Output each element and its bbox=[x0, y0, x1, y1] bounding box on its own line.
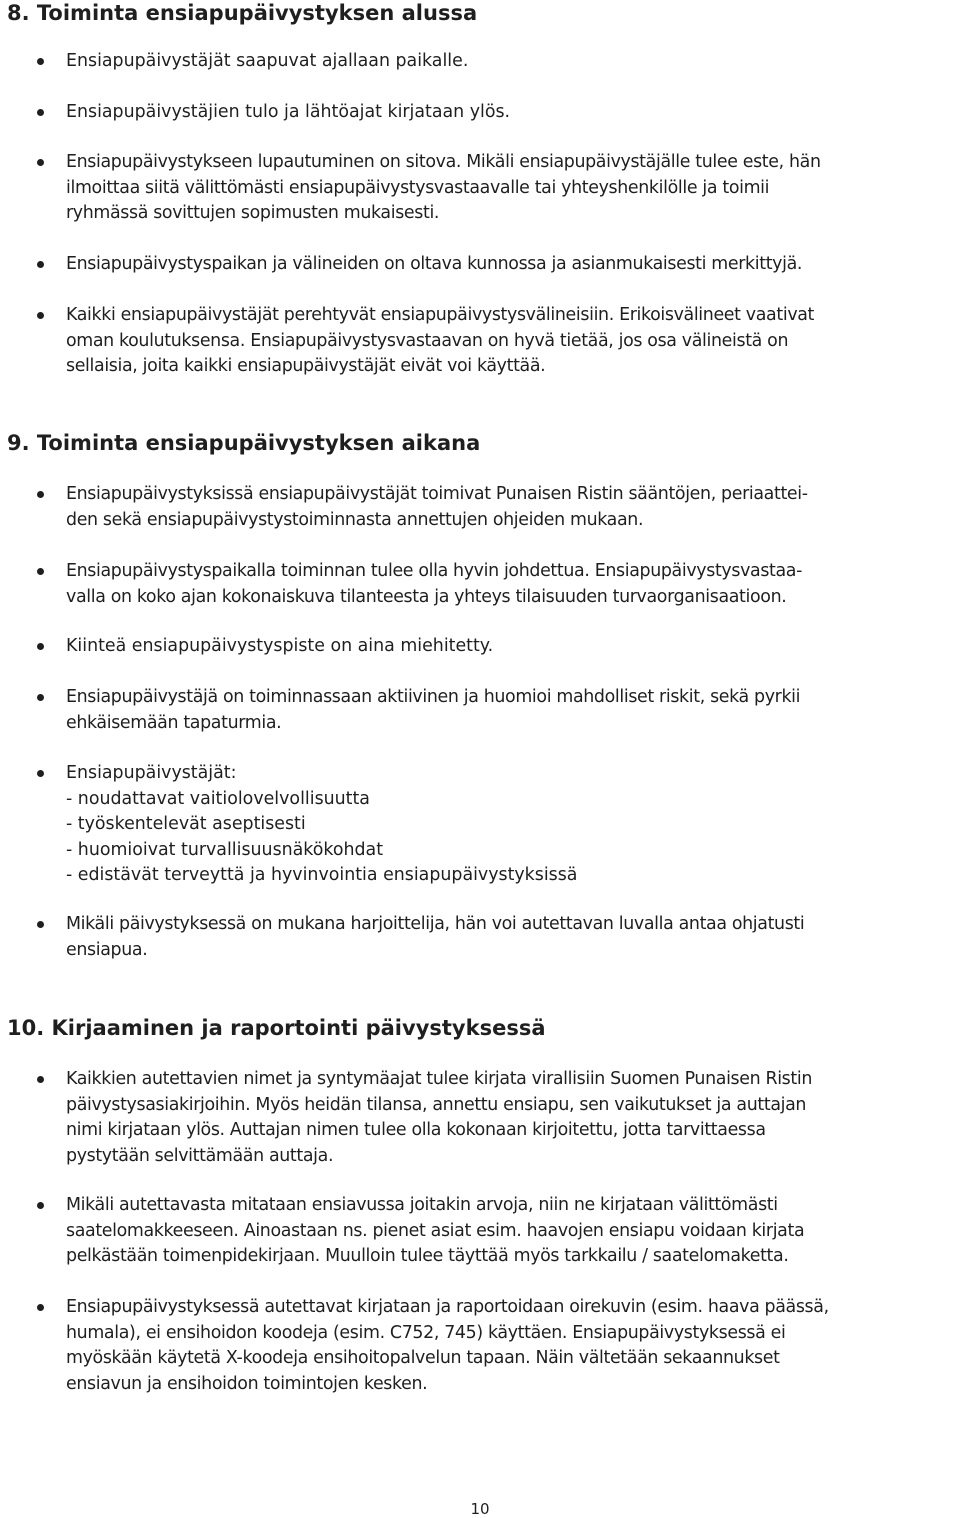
text-line: ehkäisemään tapaturmia. bbox=[66, 712, 282, 733]
text-line: saatelomakkeeseen. Ainoastaan ns. pienet asiat esim. haavojen ensiapu voidaan kirjata bbox=[66, 1220, 805, 1241]
text-line: valla on koko ajan kokonaiskuva tilanteesta ja yhteys tilaisuuden turvaorganisaatioon. bbox=[66, 586, 787, 607]
bullet-icon bbox=[37, 770, 44, 777]
text-line: Ensiapupäivystäjät: bbox=[66, 763, 237, 783]
text-line: - edistävät terveyttä ja hyvinvointia ensiapupäivystyksissä bbox=[66, 865, 578, 886]
text-line: Ensiapupäivystyksessä autettavat kirjataan ja raportoidaan oirekuvin (esim. haava päässä, bbox=[66, 1297, 829, 1317]
list-item bbox=[66, 303, 954, 380]
page-number: 10 bbox=[470, 1500, 490, 1518]
text-line: nimi kirjataan ylös. Auttajan nimen tulee olla kokonaan kirjoitettu, jotta tarvittaessa bbox=[66, 1120, 766, 1141]
bullet-icon bbox=[37, 643, 44, 650]
text-line: ensiapua. bbox=[66, 939, 148, 960]
text-line: Mikäli päivystyksessä on mukana harjoittelija, hän voi autettavan luvalla antaa ohjatusti bbox=[66, 914, 805, 934]
text-line: - huomioivat turvallisuusnäkökohdat bbox=[66, 839, 384, 860]
text-line: den sekä ensiapupäivystystoiminnasta annettujen ohjeiden mukaan. bbox=[66, 509, 644, 530]
bullet-icon bbox=[37, 1076, 44, 1083]
text-line: Ensiapupäivystäjä on toiminnassaan aktiivinen ja huomioi mahdolliset riskit, sekä pyrkii bbox=[66, 687, 801, 707]
text-line: ensiavun ja ensihoidon toimintojen kesken. bbox=[66, 1373, 428, 1394]
text-line: - työskentelevät aseptisesti bbox=[66, 814, 306, 835]
text-line: sellaisia, joita kaikki ensiapupäivystäjät eivät voi käyttää. bbox=[66, 356, 546, 377]
text-line: oman koulutuksensa. Ensiapupäivystysvastaavan on hyvä tietää, jos osa välineistä on bbox=[66, 330, 789, 351]
list-item bbox=[66, 1295, 954, 1397]
list-item bbox=[66, 761, 954, 889]
text-line: Ensiapupäivystyspaikan ja välineiden on oltava kunnossa ja asianmukaisesti merkittyjä. bbox=[66, 254, 803, 274]
list-item bbox=[66, 912, 954, 963]
bullet-icon bbox=[37, 694, 44, 701]
text-line: pystytään selvittämään auttaja. bbox=[66, 1145, 334, 1166]
list-item bbox=[66, 150, 954, 227]
bullet-icon bbox=[37, 261, 44, 268]
list-item bbox=[66, 252, 954, 278]
list-item bbox=[66, 685, 954, 736]
bullet-icon bbox=[37, 159, 44, 166]
text-line: myöskään käytetä X-koodeja ensihoitopalvelun tapaan. Näin vältetään sekaannukset bbox=[66, 1348, 780, 1369]
list-item bbox=[66, 634, 954, 660]
list-item bbox=[66, 1067, 954, 1169]
text-line: humala), ei ensihoidon koodeja (esim. C752, 745) käyttäen. Ensiapupäivystyksessä ei bbox=[66, 1322, 786, 1343]
list-item bbox=[66, 482, 954, 533]
text-line: ilmoittaa siitä välittömästi ensiapupäivystysvastaavalle tai yhteyshenkilölle ja toimii bbox=[66, 177, 770, 198]
list-item bbox=[66, 559, 954, 610]
list-item bbox=[66, 1193, 954, 1270]
text-line: Ensiapupäivystyspaikalla toiminnan tulee olla hyvin johdettua. Ensiapupäivystysvastaa- bbox=[66, 561, 803, 581]
text-line: Ensiapupäivystykseen lupautuminen on sitova. Mikäli ensiapupäivystäjälle tulee este, hän bbox=[66, 152, 821, 172]
list-item bbox=[66, 49, 954, 75]
bullet-icon bbox=[37, 312, 44, 319]
section-heading: 10. Kirjaaminen ja raportointi päivystyksessä bbox=[7, 1016, 546, 1040]
bullet-icon bbox=[37, 1202, 44, 1209]
text-line: Kiinteä ensiapupäivystyspiste on aina miehitetty. bbox=[66, 636, 494, 656]
bullet-icon bbox=[37, 921, 44, 928]
text-line: ryhmässä sovittujen sopimusten mukaisesti. bbox=[66, 203, 440, 224]
bullet-icon bbox=[37, 109, 44, 116]
text-line: Ensiapupäivystäjät saapuvat ajallaan paikalle. bbox=[66, 51, 469, 71]
bullet-icon bbox=[37, 1304, 44, 1311]
text-line: Ensiapupäivystäjien tulo ja lähtöajat kirjataan ylös. bbox=[66, 102, 511, 122]
list-item bbox=[66, 100, 954, 126]
text-line: Kaikkien autettavien nimet ja syntymäajat tulee kirjata virallisiin Suomen Punaisen Ristin bbox=[66, 1069, 813, 1089]
text-line: Ensiapupäivystyksissä ensiapupäivystäjät toimivat Punaisen Ristin sääntöjen, periaattei- bbox=[66, 484, 808, 504]
text-line: pelkästään toimenpidekirjaan. Muulloin tulee täyttää myös tarkkailu / saatelomaketta. bbox=[66, 1246, 789, 1267]
bullet-icon bbox=[37, 491, 44, 498]
section-heading: 9. Toiminta ensiapupäivystyksen aikana bbox=[7, 431, 481, 455]
text-line: Mikäli autettavasta mitataan ensiavussa joitakin arvoja, niin ne kirjataan välittömästi bbox=[66, 1195, 778, 1215]
text-line: - noudattavat vaitiolovelvollisuutta bbox=[66, 788, 370, 809]
section-heading: 8. Toiminta ensiapupäivystyksen alussa bbox=[7, 1, 478, 25]
text-line: Kaikki ensiapupäivystäjät perehtyvät ensiapupäivystysvälineisiin. Erikoisvälineet vaativat bbox=[66, 305, 815, 325]
bullet-icon bbox=[37, 58, 44, 65]
text-line: päivystysasiakirjoihin. Myös heidän tilansa, annettu ensiapu, sen vaikutukset ja auttajan bbox=[66, 1094, 807, 1115]
bullet-icon bbox=[37, 568, 44, 575]
